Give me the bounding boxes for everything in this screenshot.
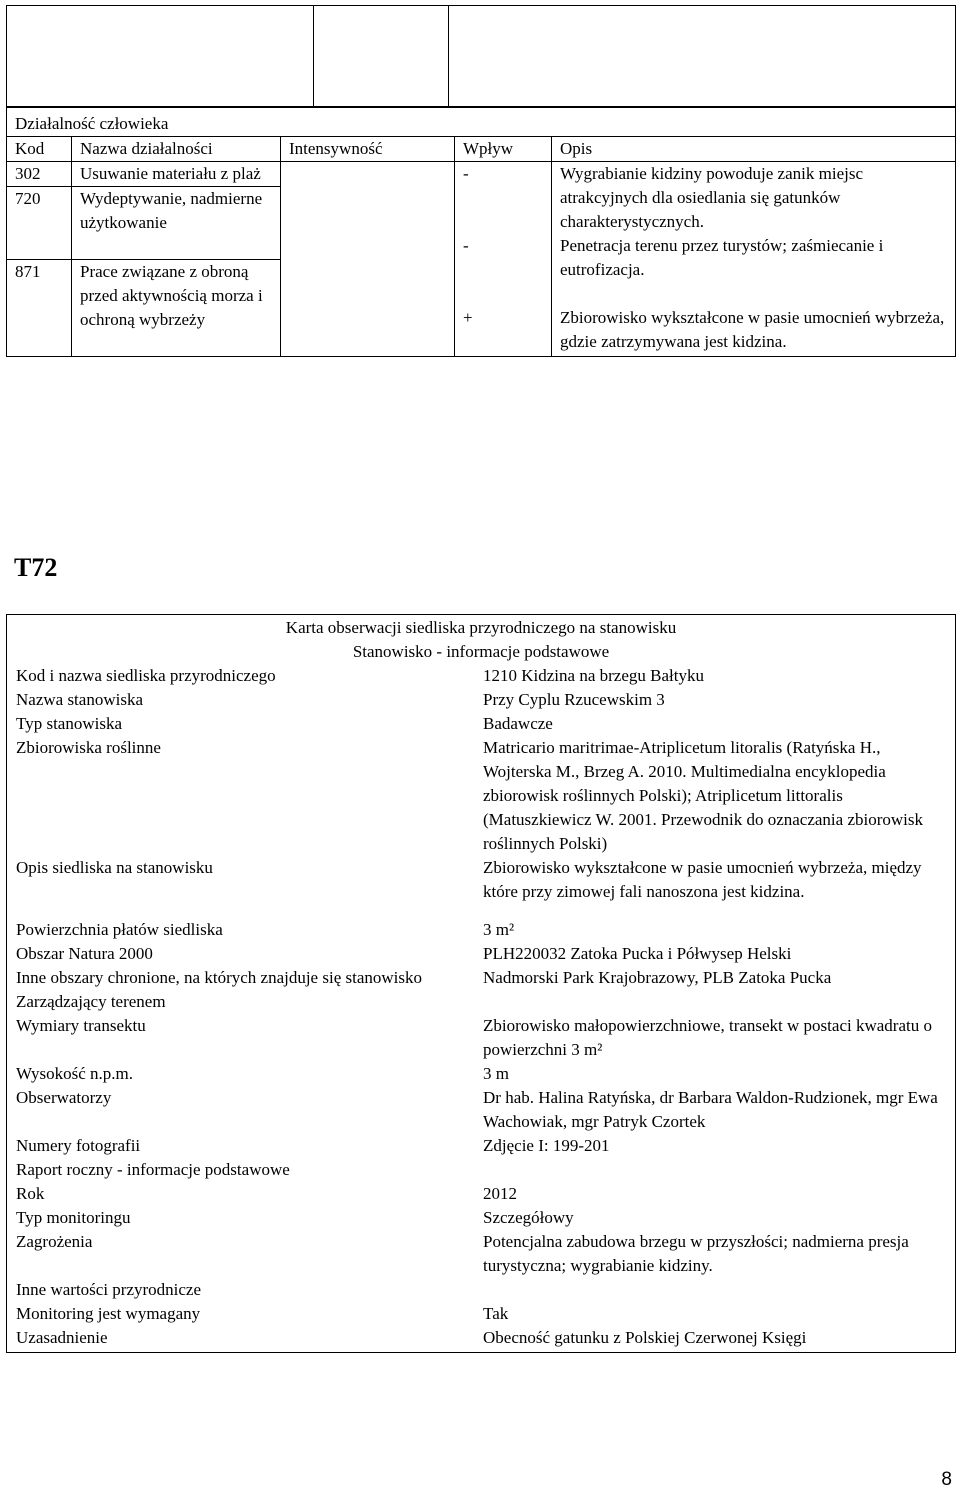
row-label: Rok [16, 1184, 45, 1203]
row-label: Numery fotografii [16, 1136, 141, 1155]
header-nazwa: Nazwa działalności [72, 137, 281, 162]
header-intensywnosc: Intensywność [281, 137, 455, 162]
card-row [7, 688, 955, 712]
row-value: 3 m [483, 1064, 509, 1083]
card-row [7, 918, 955, 942]
row-value: 3 m² [483, 920, 515, 939]
row-wplyw: - [463, 164, 469, 183]
human-activity-table [6, 107, 956, 357]
table-row [7, 162, 956, 187]
row-label: Typ monitoringu [16, 1208, 131, 1227]
report-row [7, 1182, 955, 1206]
row-value: Zbiorowisko małopowierzchniowe, transekt w postaci kwadratu o powierzchni 3 m² [483, 1016, 932, 1059]
row-label: Opis siedliska na stanowisku [16, 858, 213, 877]
row-kod: 871 [7, 260, 72, 357]
row-label: Obszar Natura 2000 [16, 944, 153, 963]
row-value: Badawcze [483, 714, 553, 733]
empty-cell [7, 6, 314, 107]
row-label: Wysokość n.p.m. [16, 1064, 134, 1083]
section-code: T72 [14, 553, 58, 582]
row-label: Zbiorowiska roślinne [16, 738, 161, 757]
row-label: Kod i nazwa siedliska przyrodniczego [16, 666, 276, 685]
report-row [7, 1206, 955, 1230]
row-label: Typ stanowiska [16, 714, 122, 733]
report-title: Raport roczny - informacje podstawowe [16, 1160, 290, 1179]
card-row [7, 856, 955, 904]
row-label: Monitoring jest wymagany [16, 1304, 201, 1323]
activity-header-row [7, 137, 956, 162]
report-title-row [7, 1158, 955, 1182]
row-opis: Penetracja terenu przez turystów; zaśmiecanie i eutrofizacja. [560, 236, 884, 279]
row-label: Powierzchnia płatów siedliska [16, 920, 223, 939]
row-value: Obecność gatunku z Polskiej Czerwonej Księgi [483, 1328, 807, 1347]
opis-column [552, 162, 956, 357]
row-value: Dr hab. Halina Ratyńska, dr Barbara Waldon-Rudzionek, mgr Ewa Wachowiak, mgr Patryk Czortek [483, 1088, 938, 1131]
row-value: Zdjęcie I: 199-201 [483, 1136, 610, 1155]
row-value: 2012 [483, 1184, 517, 1203]
row-label: Nazwa stanowiska [16, 690, 143, 709]
row-value: Tak [483, 1304, 509, 1323]
row-wplyw: - [463, 236, 469, 255]
observation-card [6, 614, 956, 1353]
card-row [7, 1086, 955, 1134]
row-value: Nadmorski Park Krajobrazowy, PLB Zatoka Pucka [483, 968, 832, 987]
card-row [7, 966, 955, 990]
spacer [7, 904, 955, 918]
row-label: Zagrożenia [16, 1232, 93, 1251]
row-value: Potencjalna zabudowa brzegu w przyszłości; nadmierna presja turystyczna; wygrabianie kidziny. [483, 1232, 909, 1275]
card-row [7, 736, 955, 856]
row-opis: Zbiorowisko wykształcone w pasie umocnień wybrzeża, gdzie zatrzymywana jest kidzina. [560, 308, 945, 351]
row-value: 1210 Kidzina na brzegu Bałtyku [483, 666, 704, 685]
row-nazwa: Wydeptywanie, nadmierne użytkowanie [72, 187, 281, 260]
card-row [7, 1134, 955, 1158]
row-value: Przy Cyplu Rzucewskim 3 [483, 690, 665, 709]
card-row [7, 942, 955, 966]
row-wplyw: + [463, 308, 473, 327]
row-value [483, 1278, 955, 1302]
report-row [7, 1326, 955, 1352]
card-title: Karta obserwacji siedliska przyrodniczego na stanowisku [285, 618, 677, 637]
report-row [7, 1230, 955, 1278]
card-row [7, 1014, 955, 1062]
row-nazwa: Usuwanie materiału z plaż [72, 162, 281, 187]
empty-cell [314, 6, 449, 107]
row-kod: 720 [7, 187, 72, 260]
empty-top-table [6, 5, 956, 107]
card-row [7, 990, 955, 1014]
row-intensywnosc [281, 162, 455, 357]
row-value: Matricario maritrimae-Atriplicetum litoralis (Ratyńska H., Wojterska M., Brzeg A. 2010. Multimedialna encyklopedia zbiorowisk roślinnych Polski); Atriplicetum littoralis (Matuszkiewicz W. 2001. Przewodnik do oznaczania zbiorowisk roślinnych Polski) [483, 738, 923, 853]
row-label: Obserwatorzy [16, 1088, 112, 1107]
row-label: Inne obszary chronione, na których znajduje się stanowisko [16, 968, 422, 987]
header-opis: Opis [552, 137, 956, 162]
card-subtitle: Stanowisko - informacje podstawowe [352, 642, 610, 661]
header-wplyw: Wpływ [455, 137, 552, 162]
report-row [7, 1278, 955, 1302]
row-value: PLH220032 Zatoka Pucka i Półwysep Helski [483, 944, 792, 963]
row-label: Inne wartości przyrodnicze [16, 1280, 202, 1299]
activity-table-title: Działalność człowieka [7, 108, 956, 137]
row-label: Wymiary transektu [16, 1016, 146, 1035]
row-label: Uzasadnienie [16, 1328, 108, 1347]
header-kod: Kod [7, 137, 72, 162]
row-value: Szczegółowy [483, 1208, 574, 1227]
row-opis: Wygrabianie kidziny powoduje zanik miejsc atrakcyjnych dla osiedlania się gatunków charakterystycznych. [560, 164, 863, 231]
empty-cell [449, 6, 956, 107]
card-row [7, 664, 955, 688]
row-value [483, 990, 955, 1014]
row-nazwa: Prace związane z obroną przed aktywnością morza i ochroną wybrzeży [72, 260, 281, 357]
row-value: Zbiorowisko wykształcone w pasie umocnień wybrzeża, między które przy zimowej fali nanoszona jest kidzina. [483, 858, 922, 901]
card-row [7, 1062, 955, 1086]
page-number: 8 [941, 1469, 952, 1490]
row-label: Zarządzający terenem [16, 992, 166, 1011]
row-kod: 302 [7, 162, 72, 187]
report-row [7, 1302, 955, 1326]
wplyw-column [455, 162, 552, 357]
card-row [7, 712, 955, 736]
